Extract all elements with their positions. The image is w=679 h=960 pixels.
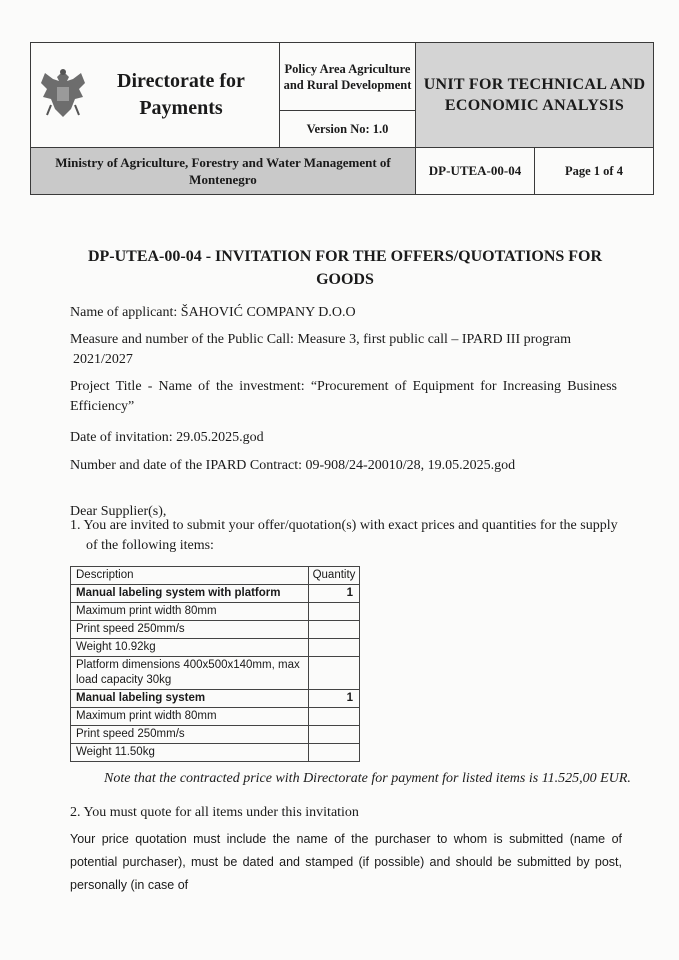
invitation-date: Date of invitation: 29.05.2025.god (70, 430, 264, 445)
table-row (71, 708, 360, 726)
item-quantity (309, 657, 360, 690)
page-number: Page 1 of 4 (535, 148, 654, 195)
table-row (71, 726, 360, 744)
table-row (71, 585, 360, 603)
directorate-cell (31, 43, 280, 148)
item-description: Weight 11.50kg (71, 744, 309, 762)
item-quantity (309, 639, 360, 657)
directorate-title: Directorate for Payments (117, 70, 245, 119)
item-description: Maximum print width 80mm (71, 603, 309, 621)
price-quotation-paragraph: Your price quotation must include the name of the purchaser to whom is submitted (name of potential purchaser), must be dated and stamped (if possible) and should be submitted by post, personally (in case of (70, 832, 622, 892)
project-title: Project Title - Name of the investment: “Procurement of Equipment for Increasing Business Efficiency” (70, 379, 617, 414)
quantity-header: Quantity (309, 567, 360, 585)
document-header (30, 42, 654, 195)
unit-title: UNIT FOR TECHNICAL AND ECONOMIC ANALYSIS (416, 43, 654, 148)
item-quantity: 1 (309, 585, 360, 603)
item-quantity (309, 603, 360, 621)
item-description: Maximum print width 80mm (71, 708, 309, 726)
contract-price-note: Note that the contracted price with Directorate for payment for listed items is 11.525,00 EUR. (104, 771, 631, 786)
table-row (71, 603, 360, 621)
policy-area: Policy Area Agriculture and Rural Development (280, 43, 416, 111)
item-description: Weight 10.92kg (71, 639, 309, 657)
table-row (71, 621, 360, 639)
item-quantity (309, 726, 360, 744)
table-row (71, 690, 360, 708)
document-code: DP-UTEA-00-04 (416, 148, 535, 195)
salutation: Dear Supplier(s), (70, 504, 167, 519)
item-quantity: 1 (309, 690, 360, 708)
applicant-name: Name of applicant: ŠAHOVIĆ COMPANY D.O.O (70, 305, 356, 320)
public-call-period: 2021/2027 (73, 352, 133, 367)
public-call-measure: Measure and number of the Public Call: Measure 3, first public call – IPARD III program (70, 332, 572, 347)
description-header: Description (71, 567, 309, 585)
montenegro-crest-icon (37, 65, 89, 125)
item-description: Manual labeling system (71, 690, 309, 708)
item-description: Print speed 250mm/s (71, 726, 309, 744)
table-row (71, 639, 360, 657)
item-description: Print speed 250mm/s (71, 621, 309, 639)
table-row (71, 744, 360, 762)
item-quantity (309, 744, 360, 762)
version-number: Version No: 1.0 (280, 111, 416, 148)
table-row (71, 657, 360, 690)
ministry-name: Ministry of Agriculture, Forestry and Water Management of Montenegro (31, 148, 416, 195)
item-quantity (309, 621, 360, 639)
document-title: DP-UTEA-00-04 - INVITATION FOR THE OFFERS/QUOTATIONS FOR GOODS (87, 248, 603, 288)
item-quantity (309, 708, 360, 726)
ipard-contract: Number and date of the IPARD Contract: 09-908/24-20010/28, 19.05.2025.god (70, 458, 516, 473)
item-2-text: 2. You must quote for all items under this invitation (70, 805, 359, 820)
items-table (70, 566, 360, 762)
item-1-text: 1. You are invited to submit your offer/quotation(s) with exact prices and quantities for the supply of the following items: (70, 518, 618, 553)
item-description: Manual labeling system with platform (71, 585, 309, 603)
item-description: Platform dimensions 400x500x140mm, max load capacity 30kg (71, 657, 309, 690)
